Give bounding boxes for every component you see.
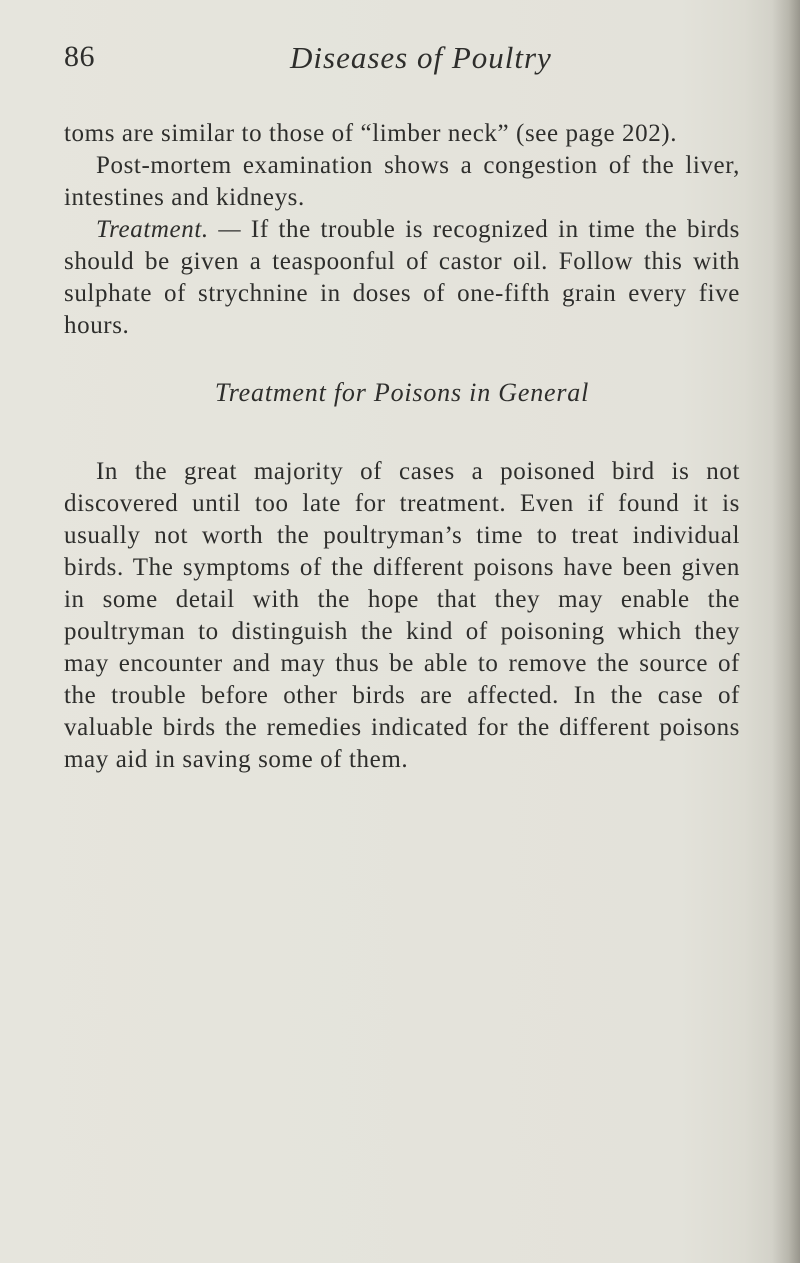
paragraph-continued: toms are similar to those of “limber neck” (see page 202). bbox=[64, 120, 678, 147]
paragraph-treatment bbox=[64, 214, 740, 342]
body-text bbox=[64, 118, 740, 342]
running-head bbox=[64, 40, 552, 84]
running-title: Diseases of Poultry bbox=[290, 40, 552, 75]
treatment-label: Treatment. — bbox=[96, 216, 242, 243]
paragraph-post-mortem: Post-mortem examination shows a congestion of the liver, intestines and kidneys. bbox=[64, 152, 740, 211]
section-body bbox=[64, 456, 740, 776]
section-paragraph: In the great majority of cases a poisoned bird is not discovered until too late for treatment. Even if found it is usually not worth the poultryman’s time to treat individual birds. The symptoms of the different poisons have been given in some detail with the hope that they may enable the poultryman to distinguish the kind of poisoning which they may encounter and may thus be able to remove the source of the trouble before other birds are affected. In the case of valuable birds the remedies indicated for the different poisons may aid in saving some of them. bbox=[64, 458, 740, 773]
page-edge-shadow bbox=[772, 0, 800, 1263]
treatment-text: If the trouble is recognized in time the birds should be given a teaspoonful of castor oil. Follow this with sulphate of strychnine in doses of one-fifth grain every five hours. bbox=[64, 216, 740, 339]
section-heading: Treatment for Poisons in General bbox=[214, 378, 590, 407]
page-number: 86 bbox=[64, 40, 95, 73]
